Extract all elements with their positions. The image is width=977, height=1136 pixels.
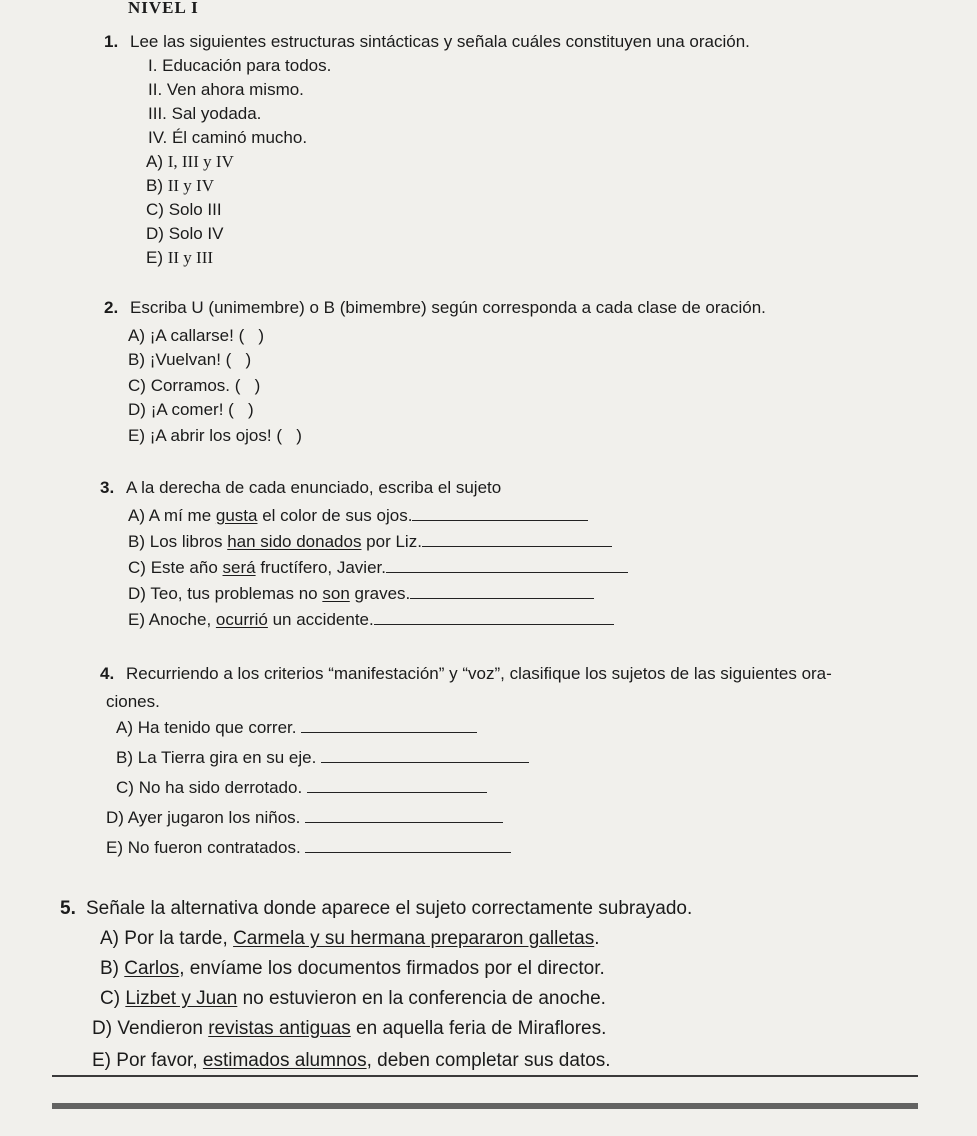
answer-blank[interactable] xyxy=(305,808,503,823)
q1-option xyxy=(146,248,213,268)
underlined-subject: revistas antiguas xyxy=(208,1018,351,1039)
item-letter: E) xyxy=(106,838,123,857)
answer-paren-close: ) xyxy=(245,350,252,369)
q4-prompt-line1: Recurriendo a los criterios “manifestación” y “voz”, clasifique los sujetos de las siguientes ora- xyxy=(126,664,832,683)
item-text: un accidente. xyxy=(267,610,374,629)
option-text: Solo III xyxy=(168,200,222,219)
option-letter: A) xyxy=(146,152,163,171)
item-letter: D) xyxy=(128,400,146,419)
q5-option xyxy=(100,958,605,980)
item-text: Ayer jugaron los niños. xyxy=(127,808,301,827)
answer-paren-close: ) xyxy=(248,400,254,419)
underlined-verb: será xyxy=(222,558,256,577)
item-text: fructífero, Javier. xyxy=(255,558,386,577)
q2-prompt: Escriba U (unimembre) o B (bimembre) según corresponda a cada clase de oración. xyxy=(130,298,766,317)
answer-blank[interactable] xyxy=(321,748,529,763)
q4-item xyxy=(116,748,529,768)
option-letter: E) xyxy=(146,248,163,267)
item-letter: D) xyxy=(128,584,146,603)
divider-line xyxy=(52,1075,918,1077)
answer-paren-open[interactable]: ( xyxy=(238,326,245,345)
divider-bar xyxy=(52,1103,918,1109)
option-text: , deben completar sus datos. xyxy=(366,1050,611,1071)
q2-item xyxy=(128,350,251,370)
option-text: Solo IV xyxy=(168,224,224,243)
q5-prompt: Señale la alternativa donde aparece el sujeto correctamente subrayado. xyxy=(86,898,693,919)
item-text: Ha tenido que correr. xyxy=(137,718,297,737)
q2-item xyxy=(128,326,264,346)
item-letter: C) xyxy=(128,376,146,395)
answer-blank[interactable] xyxy=(422,532,612,547)
item-letter: A) xyxy=(128,326,145,345)
q5-option xyxy=(92,1050,611,1072)
q4-item xyxy=(116,778,487,798)
option-text: en aquella feria de Miraflores. xyxy=(350,1018,607,1039)
item-text: No fueron contratados. xyxy=(127,838,301,857)
q5-option xyxy=(92,1018,606,1040)
answer-blank[interactable] xyxy=(305,838,511,853)
answer-paren-close: ) xyxy=(296,426,302,445)
q1-item: I. Educación para todos. xyxy=(148,56,332,75)
item-letter: B) xyxy=(128,532,145,551)
option-text: Por favor, xyxy=(116,1050,203,1071)
q5-number: 5. xyxy=(60,898,76,919)
q4-item xyxy=(116,718,477,738)
option-text: Por la tarde, xyxy=(124,928,234,949)
q3-number: 3. xyxy=(100,478,115,497)
item-letter: A) xyxy=(128,506,145,525)
item-text: No ha sido derrotado. xyxy=(138,778,303,797)
q2-number: 2. xyxy=(104,298,119,317)
q2-item xyxy=(128,376,260,396)
underlined-verb: han sido donados xyxy=(227,532,362,551)
item-text: el color de sus ojos. xyxy=(257,506,413,525)
option-letter: E) xyxy=(92,1050,111,1071)
option-letter: C) xyxy=(146,200,164,219)
level-title: NIVEL I xyxy=(128,0,199,17)
item-letter: E) xyxy=(128,610,145,629)
q4-number: 4. xyxy=(100,664,115,683)
item-letter: D) xyxy=(106,808,124,827)
option-letter: B) xyxy=(146,176,163,195)
item-letter: B) xyxy=(128,350,145,369)
q5-option xyxy=(100,988,606,1010)
item-text: ¡Vuelvan! xyxy=(149,350,221,369)
option-letter: C) xyxy=(100,988,121,1009)
answer-paren-close: ) xyxy=(258,326,265,345)
item-text: Teo, tus problemas no xyxy=(150,584,323,603)
item-text: Anoche, xyxy=(148,610,216,629)
q3-item xyxy=(128,558,628,578)
q4-item xyxy=(106,808,503,828)
q3-item xyxy=(128,610,614,630)
underlined-subject: Carlos xyxy=(124,958,180,979)
q2-item xyxy=(128,400,254,420)
q3-prompt: A la derecha de cada enunciado, escriba el sujeto xyxy=(126,478,502,497)
item-text: ¡A abrir los ojos! xyxy=(149,426,272,445)
item-text: Los libros xyxy=(149,532,228,551)
item-letter: C) xyxy=(128,558,146,577)
answer-paren-open[interactable]: ( xyxy=(234,376,241,395)
underlined-subject: estimados alumnos xyxy=(202,1050,367,1071)
q1-item: II. Ven ahora mismo. xyxy=(148,80,304,99)
answer-paren-open[interactable]: ( xyxy=(228,400,234,419)
item-letter: B) xyxy=(116,748,133,767)
underlined-subject: Carmela y su hermana prepararon galletas xyxy=(233,928,595,949)
answer-blank[interactable] xyxy=(374,610,614,625)
q3-item xyxy=(128,506,588,526)
underlined-verb: son xyxy=(322,584,350,603)
option-text: . xyxy=(594,928,600,949)
option-text: Vendieron xyxy=(117,1018,209,1039)
item-text: graves. xyxy=(349,584,411,603)
q2-item xyxy=(128,426,302,446)
underlined-verb: ocurrió xyxy=(215,610,268,629)
item-text: por Liz. xyxy=(361,532,422,551)
q1-option xyxy=(146,176,214,196)
q1-option xyxy=(146,200,222,220)
q1-number: 1. xyxy=(104,32,119,51)
q4-prompt-line2: ciones. xyxy=(106,692,160,711)
option-letter: A) xyxy=(100,928,119,949)
option-text: , envíame los documentos firmados por el director. xyxy=(179,958,605,979)
item-text: Este año xyxy=(150,558,223,577)
item-letter: C) xyxy=(116,778,134,797)
answer-blank[interactable] xyxy=(301,718,477,733)
option-letter: D) xyxy=(146,224,164,243)
q1-prompt: Lee las siguientes estructuras sintácticas y señala cuáles constituyen una oración. xyxy=(130,32,750,51)
option-text: no estuvieron en la conferencia de anoche. xyxy=(237,988,606,1009)
option-text: II y IV xyxy=(167,176,214,195)
answer-blank[interactable] xyxy=(386,558,628,573)
item-letter: A) xyxy=(116,718,133,737)
answer-paren-open[interactable]: ( xyxy=(225,350,232,369)
q1-option xyxy=(146,224,224,244)
item-text: ¡A comer! xyxy=(150,400,224,419)
option-letter: D) xyxy=(92,1018,113,1039)
q1-item: III. Sal yodada. xyxy=(148,104,262,123)
answer-paren-open[interactable]: ( xyxy=(276,426,283,445)
q3-item xyxy=(128,584,594,604)
answer-blank[interactable] xyxy=(307,778,487,793)
item-text: La Tierra gira en su eje. xyxy=(137,748,317,767)
underlined-verb: gusta xyxy=(215,506,258,525)
option-letter: B) xyxy=(100,958,119,979)
option-text: I, III y IV xyxy=(167,152,234,171)
item-text: A mí me xyxy=(148,506,216,525)
q5-option xyxy=(100,928,600,950)
answer-paren-close: ) xyxy=(254,376,261,395)
item-text: ¡A callarse! xyxy=(149,326,234,345)
item-text: Corramos. xyxy=(150,376,231,395)
q3-item xyxy=(128,532,612,552)
q1-item: IV. Él caminó mucho. xyxy=(148,128,308,147)
answer-blank[interactable] xyxy=(412,506,588,521)
option-text: II y III xyxy=(167,248,214,267)
item-letter: E) xyxy=(128,426,145,445)
underlined-subject: Lizbet y Juan xyxy=(125,988,238,1009)
answer-blank[interactable] xyxy=(410,584,594,599)
q1-option xyxy=(146,152,234,172)
q4-item xyxy=(106,838,511,858)
